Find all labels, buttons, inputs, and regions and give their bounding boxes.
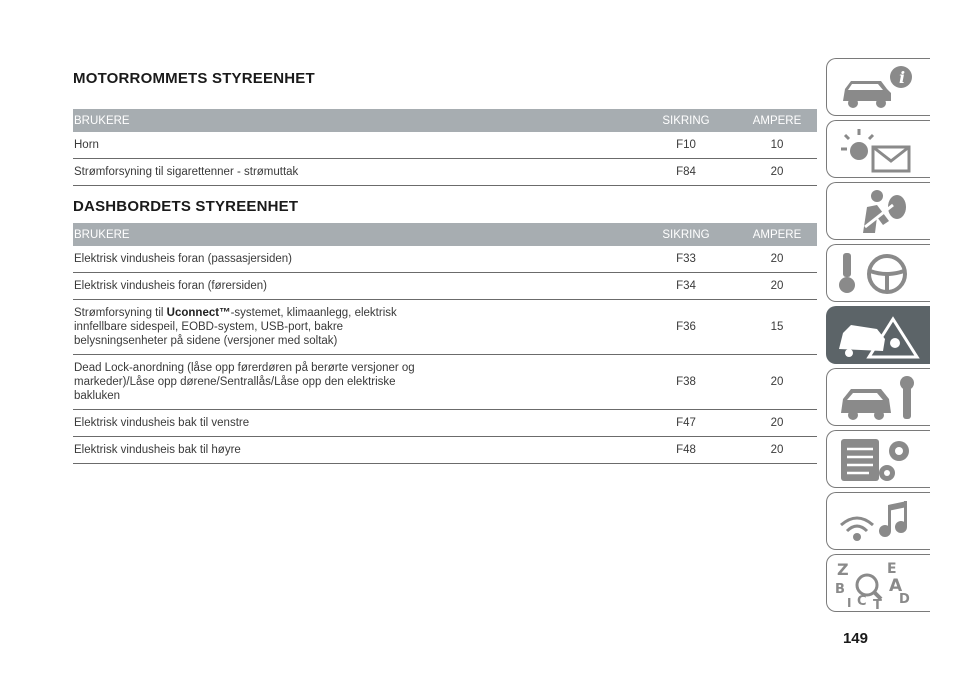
car-maintenance-wrench-icon (833, 373, 923, 423)
chapter-tab-index[interactable] (826, 554, 930, 612)
index-letter: A (889, 576, 903, 596)
seat-airbag-icon (833, 187, 923, 237)
engine-fuse-table (73, 109, 817, 186)
index-letter: Z (837, 560, 849, 579)
uconnect-brand: Uconnect™ (166, 307, 231, 319)
ampere-cell: 20 (736, 159, 817, 186)
index-letter: B (835, 582, 845, 597)
chapter-tab-warning-lights[interactable] (826, 120, 930, 178)
section-title-dashboard: DASHBORDETS STYREENHET (73, 198, 299, 215)
table-row (73, 159, 817, 186)
table-row (73, 132, 817, 159)
table-row (73, 355, 817, 410)
fuse-cell: F36 (635, 300, 736, 355)
fuse-cell: F38 (635, 355, 736, 410)
car-breakdown-warning-triangle-icon (833, 311, 923, 361)
ampere-cell: 20 (736, 437, 817, 464)
user-cell: Elektrisk vindusheis bak til høyre (73, 437, 635, 464)
user-cell: Elektrisk vindusheis foran (passasjersiden) (73, 246, 635, 273)
index-letter: C (857, 594, 867, 609)
user-text-pre: Strømforsyning til (74, 307, 167, 319)
header-ampere: AMPERE (736, 109, 817, 132)
table-row (73, 437, 817, 464)
table-row (73, 246, 817, 273)
ampere-cell: 10 (736, 132, 817, 159)
ampere-cell: 15 (736, 300, 817, 355)
header-fuse: SIKRING (635, 109, 736, 132)
fuse-cell: F47 (635, 410, 736, 437)
page-number: 149 (842, 630, 868, 647)
table-row (73, 300, 817, 355)
chapter-tab-emergency[interactable] (826, 306, 930, 364)
section-title-engine: MOTORROMMETS STYREENHET (73, 70, 315, 87)
index-letter: I (847, 596, 852, 609)
table-header-row (73, 223, 817, 246)
header-ampere: AMPERE (736, 223, 817, 246)
ampere-cell: 20 (736, 410, 817, 437)
chapter-tab-multimedia[interactable] (826, 492, 930, 550)
index-letter: D (899, 592, 910, 607)
chapter-tab-car-info[interactable] (826, 58, 930, 116)
chapter-tab-maintenance[interactable] (826, 368, 930, 426)
user-cell: Elektrisk vindusheis bak til venstre (73, 410, 635, 437)
fuse-cell: F48 (635, 437, 736, 464)
chapter-tab-starting-driving[interactable] (826, 244, 930, 302)
user-cell: Strømforsyning til sigarettenner - strømuttak (73, 159, 635, 186)
ampere-cell: 20 (736, 246, 817, 273)
header-fuse: SIKRING (635, 223, 736, 246)
index-letter: E (887, 561, 897, 577)
multimedia-music-icon (833, 497, 923, 547)
ampere-cell: 20 (736, 273, 817, 300)
warning-light-message-icon (833, 125, 923, 175)
fuse-cell: F33 (635, 246, 736, 273)
table-row (73, 410, 817, 437)
index-letter: T (873, 598, 882, 609)
svg-text:i: i (899, 68, 906, 87)
user-cell: Horn (73, 132, 635, 159)
fuse-cell: F10 (635, 132, 736, 159)
chapter-tab-safety[interactable] (826, 182, 930, 240)
ampere-cell: 20 (736, 355, 817, 410)
header-users: BRUKERE (73, 109, 635, 132)
header-users: BRUKERE (73, 223, 635, 246)
fuse-cell: F84 (635, 159, 736, 186)
user-text-post: -systemet, klimaanlegg, elektrisk innfellbare sidespeil, EOBD-system, USB-port, bakre belysningsenheter på sidene (versjoner med soltak) (74, 307, 397, 347)
fuse-cell: F34 (635, 273, 736, 300)
chapter-tab-technical-data[interactable] (826, 430, 930, 488)
key-steering-wheel-icon (833, 249, 923, 299)
user-cell: Dead Lock-anordning (låse opp førerdøren på berørte versjoner og markeder)/Låse opp dørene/Sentrallås/Låse opp den elektriske bakluken (73, 355, 635, 410)
car-info-icon (833, 63, 923, 113)
user-cell (73, 300, 635, 355)
table-header-row (73, 109, 817, 132)
table-row (73, 273, 817, 300)
alphabetical-index-icon (833, 559, 923, 609)
dashboard-fuse-table (73, 223, 817, 464)
technical-data-gear-icon (833, 435, 923, 485)
user-cell: Elektrisk vindusheis foran (førersiden) (73, 273, 635, 300)
